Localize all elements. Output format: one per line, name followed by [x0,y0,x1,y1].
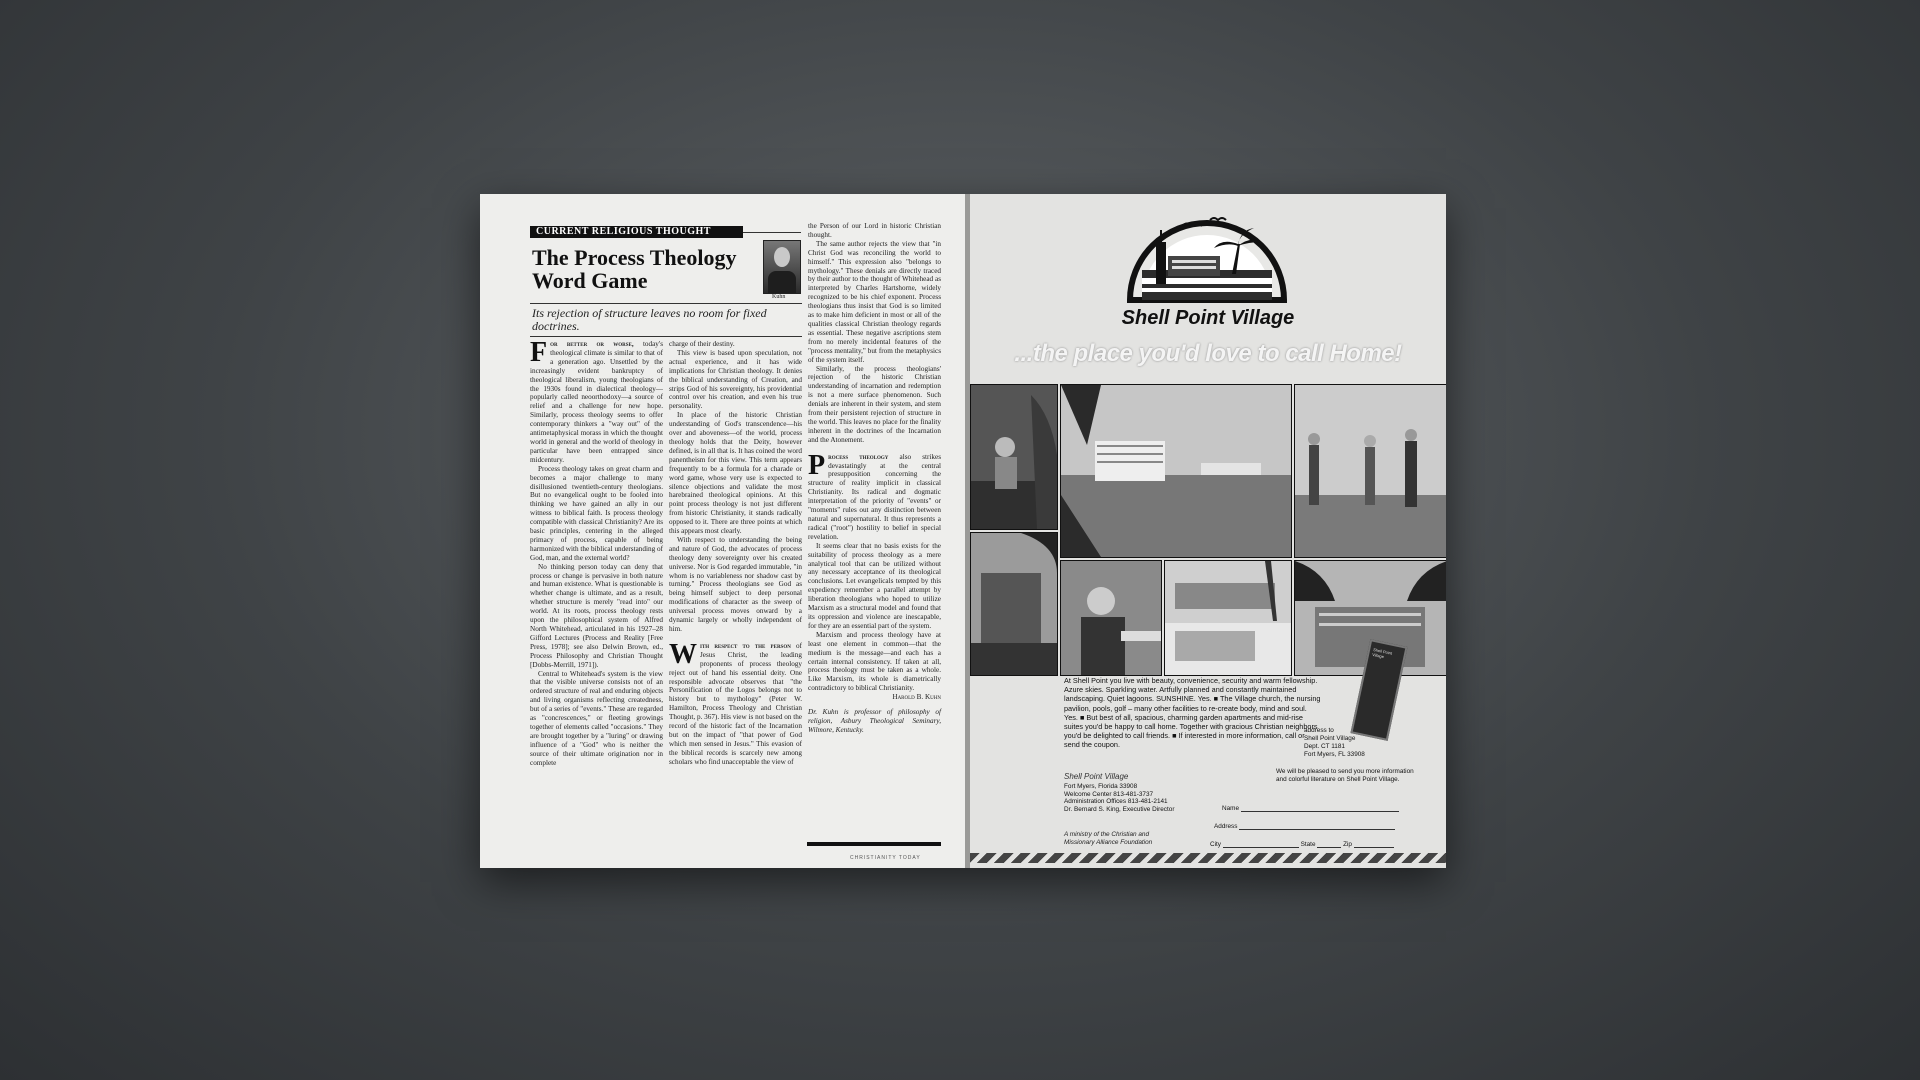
pool-photo [1164,560,1292,676]
state-line[interactable] [1317,840,1341,848]
contact-line: Welcome Center 813-481-3737 [1064,790,1154,798]
col1-paragraph-4: Central to Whitehead's system is the view that the visible universe consists not of an ordered structure of real and enduring objects and living organisms reflecting createdness, but of a series of "events." These are regarded as "concrescences," or fleeting growings together of elements called "occasions." They are brought together by a "luring" or drawing influence of a "God" who is neither the source of their ultimate origination nor in complete [530,669,663,767]
field-label: State [1300,841,1316,848]
article-title: The Process Theology Word Game [532,245,737,293]
ministry-line: Missionary Alliance Foundation [1064,838,1153,846]
shell-point-logo-icon [1122,200,1292,304]
col1-p1-text: today's theological climate is similar to that of a generation ago. Unsettled by the increasingly evident bankruptcy of theological liberalism, young theologians of the 1930s found in dialectical theology—popularly called neoorthodoxy—a source of relief and a challenge for new hope. Similarly, process theology seems to offer contemporary thinkers a "way out" of the antimetaphysical morass in which the thought world in general and the world of theology in particular have been entrapped since midcentury. [530,340,663,464]
golf-putting-photo [1294,384,1446,558]
section-kicker: CURRENT RELIGIOUS THOUGHT [530,226,743,238]
col2-paragraph-4: With respect to understanding the being and nature of God, the advocates of process theology deny sovereignty over his created universe. Nor is God regarded immutable, "in whom is no variableness nor shadow cast by turning." Process theologians see God as being himself subject to deep personal modifications of character as the sweep of universal process moves onward by a dynamic largely or wholly independent of him. [669,535,802,633]
col3-paragraph-5: It seems clear that no basis exists for the suitability of process theology as a mere analytical tool that can be utilized without any necessary acceptance of its theological conclusions. Let evangelicals tempted by this expediency remember a parallel attempt by liberation theologians who hoped to utilize Marxism as a structural model and found that its oppression and violence are inescapable, for they are an essential part of the system. [808,541,941,630]
address-line: Fort Myers, FL 33908 [1304,751,1365,758]
contact-info [1064,772,1174,813]
contact-line: Dr. Bernard S. King, Executive Director [1064,805,1175,813]
ad-body-copy: At Shell Point you live with beauty, convenience, security and warm fellowship. Azure skies. Sparkling water. Artfully planned and constantly maintained landscaping. Quiet lagoons. SUNSHINE. Yes. ■ The Village church, the nursing pavilion, pools, golf – many other facilities to re-create body, mind and soul. Yes. ■ But best of all, spacious, charming garden apartments and mid-rise suites you'd be happy to call home. Together with gracious Christian neighbors you'd be delighted to call friends. ■ If interested in more information, call or send the coupon. [1064,676,1321,750]
col3-p4-text: also strikes devastatingly at the central presupposition concerning the structure of reality implicit in classical Christianity. Its radical and dogmatic interpretation of the priority of "events" or "moments" rules out any distinction between natural and supernatural. It thus represents a radical ("root") hostility to belief in special revelation. [808,452,942,541]
col1-paragraph-3: No thinking person today can deny that process or change is pervasive in both nature and human existence. What is questionable is whether change is ultimate, and as a result, whether structure is merely "read into" our world. At its roots, process theology rests upon the philosophical system of Alfred North Whitehead, articulated in his 1927–28 Gifford Lectures (Process and Reality [Free Press, 1978]; see also Delwin Brown, ed., Process Philosophy and Christian Thought [Dobbs-Merrill, 1971]). [530,562,663,669]
left-page [480,194,965,868]
drop-cap-f: F [530,337,548,368]
field-label: Name [1222,805,1240,812]
column-3 [808,222,941,838]
waterfront-buildings-photo [1060,384,1292,558]
contact-name: Shell Point Village [1064,772,1129,781]
coupon-city-field[interactable] [1210,840,1394,848]
mailing-address [1304,727,1394,759]
portrait-face [774,247,790,267]
drop-cap-w: W [669,638,697,670]
right-page-advertisement [970,194,1446,868]
lead-in: rocess theology [828,452,889,461]
portrait-caption: Kuhn [772,294,786,300]
col2-paragraph-1: charge of their destiny. [669,340,735,348]
address-line: Dept. CT 1181 [1304,743,1345,750]
portrait-suit [768,271,796,293]
coupon-name-field[interactable] [1222,804,1399,812]
author-portrait [763,240,801,294]
address-line: address to [1304,727,1334,734]
ad-tagline: ...the place you'd love to call Home! [1014,340,1402,367]
brochure-image: Shell Point Village [1350,639,1407,741]
author-bio: Dr. Kuhn is professor of philosophy of religion, Asbury Theological Seminary, Wilmore, Kentucky. [808,708,941,734]
title-rule [530,303,802,304]
coupon-intro: We will be pleased to send you more information and colorful literature on Shell Point Village. [1276,768,1414,783]
city-line[interactable] [1223,840,1299,848]
lead-in: ith respect to the person [700,641,791,650]
col1-paragraph-2: Process theology takes on great charm and becomes a major challenge to many disillusioned twentieth-century theologians. But no evangelical ought to be fooled into thinking we have gained an ally in our witness to biblical faith. Is process theology compatible with classical Christianity? Are its basic principles, centering in the alleged primacy of process, capable of being harmonized with the biblical understanding of God, man, and the external world? [530,464,663,562]
column-2 [669,340,802,846]
ministry-note [1064,831,1152,846]
lead-in: or better or worse, [550,340,634,348]
field-label: Zip [1343,841,1352,848]
col3-paragraph-6: Marxism and process theology have at least one element in common—that the medium is the message—and each has a certain internal consistency. If taken at all, process theology must be taken as a whole. Like Marxism, its whole is diametrically contradictory to biblical Christianity. [808,630,941,693]
palm-building-photo [970,532,1058,676]
coupon-address-field[interactable] [1214,822,1395,830]
article-end-bar [807,842,941,846]
col3-paragraph-3: Similarly, the process theologians' rejection of the historic Christian understanding of incarnation and redemption is not a mere surface phenomenon. Such denials are inherent in their system, and stem from their persistent rejection of structure in the world. This leaves no place for the finality inherent in the doctrines of the Incarnation and the Atonement. [808,364,941,444]
coupon-cut-border [970,853,1446,863]
field-label: Address [1214,823,1238,830]
col2-paragraph-3: In place of the historic Christian understanding of God's transcendence—his over and aboveness—of the world, process theology holds that the Deity, however defined, is in all that is. It has coined the word panentheism for this view. This term appears frequently to be a formula for a charade or word game, whose very use is expected to silence objections and validate the most harebrained theological opinions. At this point process theology is not just different from historic Christianity, it stands radically opposed to it. There are three points at which this appears most clearly. [669,411,802,536]
kicker-rule [743,232,801,233]
field-label: City [1210,841,1222,848]
couple-patio-photo [970,384,1058,530]
col3-paragraph-4 [808,449,942,542]
woodworker-photo [1060,560,1162,676]
contact-line: Administration Offices 813-481-2141 [1064,798,1168,806]
col3-paragraph-2: The same author rejects the view that "in Christ God was reconciling the world to himself." This expression also "belongs to mythology." These denials are directly traced by their author to the thought of Whitehead as interpreted by Charles Hartshorne, widely recognized to be his chief exponent. Process theologians thus insist that God is so limited as to make him deficient in most or all of the qualities classical Christian theology regards as essential. These negative ascriptions stem from no merely incidental features of the "process mentality," but from the metaphysics of the system itself. [808,239,941,364]
col3-paragraph-1: the Person of our Lord in historic Christian thought. [808,222,941,239]
drop-cap-p: P [808,449,826,481]
ministry-line: A ministry of the Christian and [1064,831,1150,838]
col1-paragraph-1 [530,337,663,465]
address-line-input[interactable] [1239,822,1395,830]
magazine-spread [480,194,1446,868]
contact-line: Fort Myers, Florida 33908 [1064,783,1138,790]
col2-p5-text: of Jesus Christ, the leading proponents of process theology reject out of hand his essential deity. One responsible advocate observes that "the Personification of the Logos belongs not to history but to mythology" (Peter W. Hamilton, Process Theology and Christian Thought, p. 367). His view is not based on the record of the historic fact of the Incarnation but on the impact of "that power of God which men sensed in Jesus." This evasion of the biblical records is scarcely new among scholars who find unacceptable the view of [669,641,802,766]
address-line: Shell Point Village [1304,735,1356,742]
article-deck: Its rejection of structure leaves no room for fixed doctrines. [532,306,767,333]
deck-rule [530,336,802,337]
zip-line[interactable] [1354,840,1394,848]
author-signature: Harold B. Kuhn [892,693,941,702]
col2-paragraph-5 [669,638,802,767]
column-1 [530,337,663,846]
col2-paragraph-2: This view is based upon speculation, not actual experience, and it has wide implications for Christian theology. It denies the biblical understanding of Creation, and strips God of his sovereignty, his providential control over his creation, and even his true personality. [669,348,802,411]
brand-name: Shell Point Village [1121,307,1295,329]
page-footer: CHRISTIANITY TODAY [850,855,921,861]
name-line[interactable] [1241,804,1399,812]
